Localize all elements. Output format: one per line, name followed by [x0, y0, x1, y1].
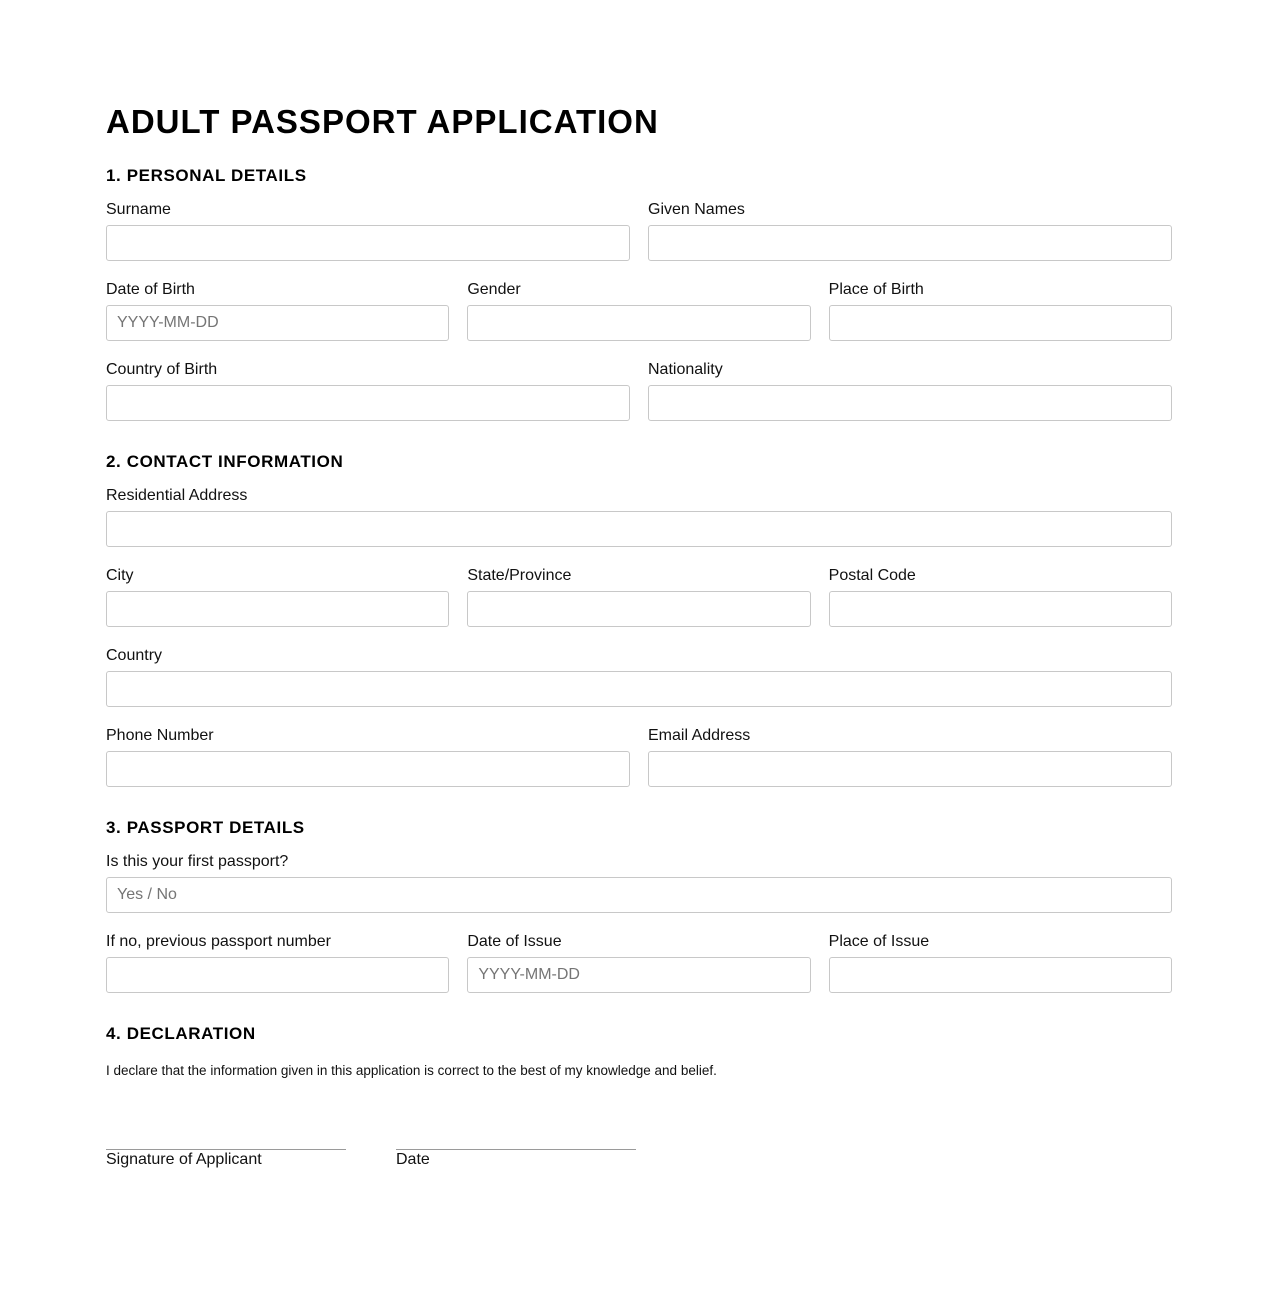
date-of-birth-input[interactable] — [106, 305, 449, 341]
email-address-field-group — [648, 727, 1172, 787]
surname-input[interactable] — [106, 225, 630, 261]
form-row — [106, 727, 1172, 787]
country-of-birth-input[interactable] — [106, 385, 630, 421]
state-province-label: State/Province — [467, 567, 572, 584]
date-of-birth-field-group — [106, 281, 449, 341]
residential-address-field-group — [106, 487, 1172, 547]
form-row — [106, 487, 1172, 547]
residential-address-label: Residential Address — [106, 487, 248, 504]
postal-code-field-group — [829, 567, 1172, 627]
passport-details-section — [106, 853, 1172, 993]
signature-label: Signature of Applicant — [106, 1151, 262, 1168]
form-row — [106, 281, 1172, 341]
declaration-text: I declare that the information given in this application is correct to the best of my knowledge and belief. — [106, 1063, 717, 1078]
signature-area — [106, 1149, 1172, 1169]
place-of-issue-input[interactable] — [829, 957, 1172, 993]
nationality-label: Nationality — [648, 361, 723, 378]
given-names-label: Given Names — [648, 201, 745, 218]
nationality-input[interactable] — [648, 385, 1172, 421]
personal-details-section — [106, 201, 1172, 421]
section-heading-personal-details: 1. PERSONAL DETAILS — [106, 166, 307, 185]
phone-number-input[interactable] — [106, 751, 630, 787]
first-passport-field-group — [106, 853, 1172, 913]
previous-passport-number-input[interactable] — [106, 957, 449, 993]
city-input[interactable] — [106, 591, 449, 627]
date-of-issue-field-group — [467, 933, 810, 993]
city-field-group — [106, 567, 449, 627]
form-row — [106, 853, 1172, 913]
form-row — [106, 201, 1172, 261]
form-row — [106, 361, 1172, 421]
phone-number-field-group — [106, 727, 630, 787]
form-row — [106, 933, 1172, 993]
email-address-input[interactable] — [648, 751, 1172, 787]
state-province-field-group — [467, 567, 810, 627]
surname-field-group — [106, 201, 630, 261]
given-names-field-group — [648, 201, 1172, 261]
page-title: ADULT PASSPORT APPLICATION — [106, 103, 659, 140]
previous-passport-number-label: If no, previous passport number — [106, 933, 332, 950]
email-address-label: Email Address — [648, 727, 751, 744]
place-of-birth-field-group — [829, 281, 1172, 341]
city-label: City — [106, 567, 134, 584]
date-of-issue-input[interactable] — [467, 957, 810, 993]
first-passport-input[interactable] — [106, 877, 1172, 913]
postal-code-input[interactable] — [829, 591, 1172, 627]
given-names-input[interactable] — [648, 225, 1172, 261]
section-heading-declaration: 4. DECLARATION — [106, 1024, 256, 1043]
country-of-birth-label: Country of Birth — [106, 361, 218, 378]
place-of-issue-label: Place of Issue — [828, 933, 930, 950]
surname-label: Surname — [106, 201, 171, 218]
section-heading-contact-information: 2. CONTACT INFORMATION — [106, 452, 344, 471]
country-of-birth-field-group — [106, 361, 630, 421]
signature-line[interactable] — [106, 1149, 346, 1150]
gender-input[interactable] — [467, 305, 810, 341]
country-field-group — [106, 647, 1172, 707]
section-heading-passport-details: 3. PASSPORT DETAILS — [106, 818, 305, 837]
passport-application-form — [106, 102, 1172, 1169]
contact-information-section — [106, 487, 1172, 787]
postal-code-label: Postal Code — [828, 567, 916, 584]
country-label: Country — [106, 647, 163, 664]
phone-number-label: Phone Number — [106, 727, 214, 744]
nationality-field-group — [648, 361, 1172, 421]
place-of-issue-field-group — [829, 933, 1172, 993]
gender-field-group — [467, 281, 810, 341]
first-passport-label: Is this your first passport? — [106, 853, 289, 870]
signature-block — [106, 1149, 346, 1169]
date-signature-line[interactable] — [396, 1149, 636, 1150]
form-row — [106, 647, 1172, 707]
country-input[interactable] — [106, 671, 1172, 707]
state-province-input[interactable] — [467, 591, 810, 627]
previous-passport-number-field-group — [106, 933, 449, 993]
date-of-birth-label: Date of Birth — [106, 281, 195, 298]
place-of-birth-input[interactable] — [829, 305, 1172, 341]
date-signature-block — [396, 1149, 636, 1169]
place-of-birth-label: Place of Birth — [828, 281, 924, 298]
gender-label: Gender — [467, 281, 521, 298]
residential-address-input[interactable] — [106, 511, 1172, 547]
date-signature-label: Date — [396, 1151, 430, 1168]
date-of-issue-label: Date of Issue — [467, 933, 562, 950]
form-row — [106, 567, 1172, 627]
